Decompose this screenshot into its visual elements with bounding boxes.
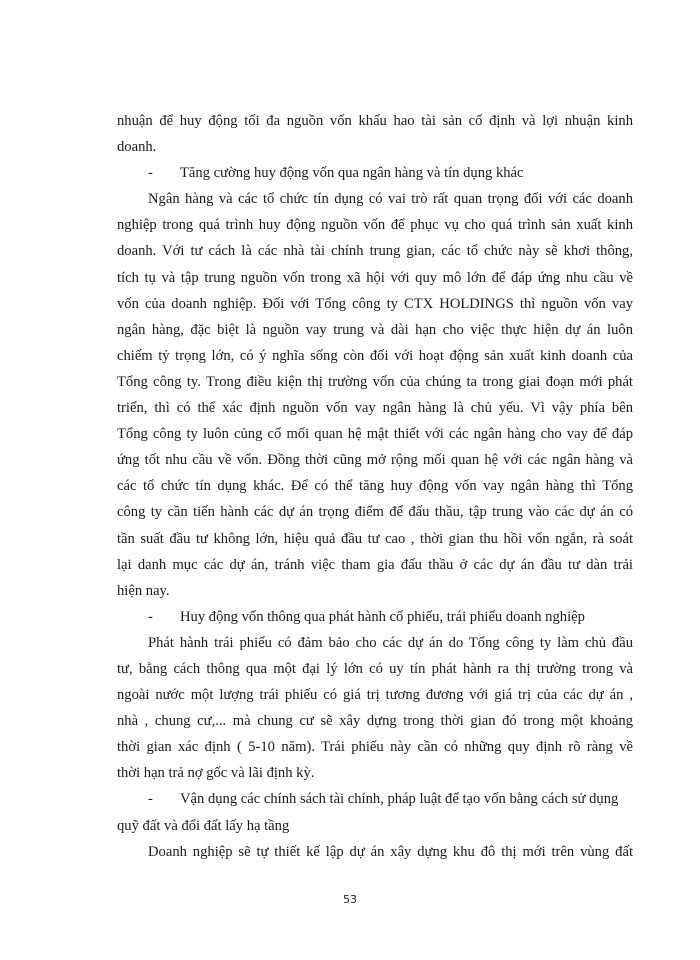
bullet-heading [117,604,633,630]
bullet-dash-icon: - [148,608,153,625]
paragraph-line: ngoài nước một lượng trái phiếu có giá trị tương đương với giá trị của các dự án , [117,687,633,704]
paragraph-line: Tổng công ty luôn củng cố mối quan hệ mật thiết với các ngân hàng cho vay để đáp [117,426,633,443]
paragraph-line: nghiệp trong quá trình huy động nguồn vốn để phục vụ cho quá trình sản xuất kinh [117,217,633,234]
paragraph-last-line: hiện nay. [117,582,170,599]
paragraph-line: doanh. Với tư cách là các nhà tài chính trung gian, các tổ chức này sẽ khơi thông, [117,243,633,260]
paragraph-first-line: Phát hành trái phiếu có đảm bảo cho các dự án do Tổng công ty làm chủ đầu [148,634,633,651]
bullet-text: Vận dụng các chính sách tài chính, pháp luật để tạo vốn bằng cách sử dụng [180,791,619,808]
paragraph-line: tư, bằng cách thông qua một đại lý lớn có uy tín phát hành ra thị trường trong và [117,660,633,677]
paragraph-last-line: quỹ đất và đổi đất lấy hạ tầng [117,817,290,834]
paragraph-line: ứng tốt nhu cầu về vốn. Đồng thời cũng mở rộng mối quan hệ với các ngân hàng và [117,452,633,469]
paragraph-last-line: doanh. [117,139,157,156]
paragraph-line: vốn của doanh nghiệp. Đối với Tổng công ty CTX HOLDINGS thì nguồn vốn vay [117,295,633,312]
paragraph-line: Tổng công ty. Trong điều kiện thị trường vốn của chúng ta trong giai đoạn mới phát [117,373,633,390]
paragraph-line: ngân hàng, đặc biệt là nguồn vay trung và dài hạn cho việc thực hiện dự án luôn [117,321,633,338]
paragraph-line: công ty cần tiến hành các dự án trọng điểm để đấu thầu, tập trung vào các dự án có [117,504,633,521]
bullet-text: Tăng cường huy động vốn qua ngân hàng và tín dụng khác [180,165,524,182]
paragraph-line: chiếm tỷ trọng lớn, có ý nghĩa sống còn đối với hoạt động sản xuất kinh doanh của [117,347,633,364]
paragraph-line: các tổ chức tín dụng khác. Để có thể tăng huy động vốn vay ngân hàng thì Tổng [117,478,633,495]
bullet-dash-icon: - [148,165,153,182]
bullet-dash-icon: - [148,791,153,808]
body-text [117,108,633,865]
paragraph-first-line: Ngân hàng và các tổ chức tín dụng có vai trò rất quan trọng đối với các doanh [148,191,633,208]
bullet-heading [117,160,633,186]
paragraph-line: nhuận để huy động tối đa nguồn vốn khấu hao tài sản cố định và lợi nhuận kinh [117,113,633,129]
paragraph-line: nhà , chung cư,... mà chung cư sẽ xây dựng trong thời gian đó trong một khoảng [117,713,633,730]
page-number: 53 [343,893,357,906]
paragraph-first-line: Doanh nghiệp sẽ tự thiết kế lập dự án xây dựng khu đô thị mới trên vùng đất [148,843,633,860]
bullet-text: Huy động vốn thông qua phát hành cổ phiếu, trái phiếu doanh nghiệp [180,608,585,625]
paragraph-line: triển, thì có thể xác định nguồn vốn vay ngân hàng là chủ yếu. Vì vậy phía bên [117,400,633,417]
paragraph-line: thời gian xác định ( 5-10 năm). Trái phiếu này cần có những quy định rõ ràng về [117,739,633,756]
paragraph-line: tần suất đầu tư không lớn, hiệu quả đầu tư cao , thời gian thu hồi vốn ngắn, rà soát [117,530,633,547]
paragraph-line: lại danh mục các dự án, tránh việc tham gia đấu thầu ở các dự án đầu tư dàn trải [117,556,633,573]
paragraph-last-line: thời hạn trả nợ gốc và lãi định kỳ. [117,765,315,782]
bullet-heading [117,786,633,812]
paragraph-line: tích tụ và tập trung nguồn vốn trong xã hội với quy mô lớn để đáp ứng nhu cầu về [117,269,633,286]
